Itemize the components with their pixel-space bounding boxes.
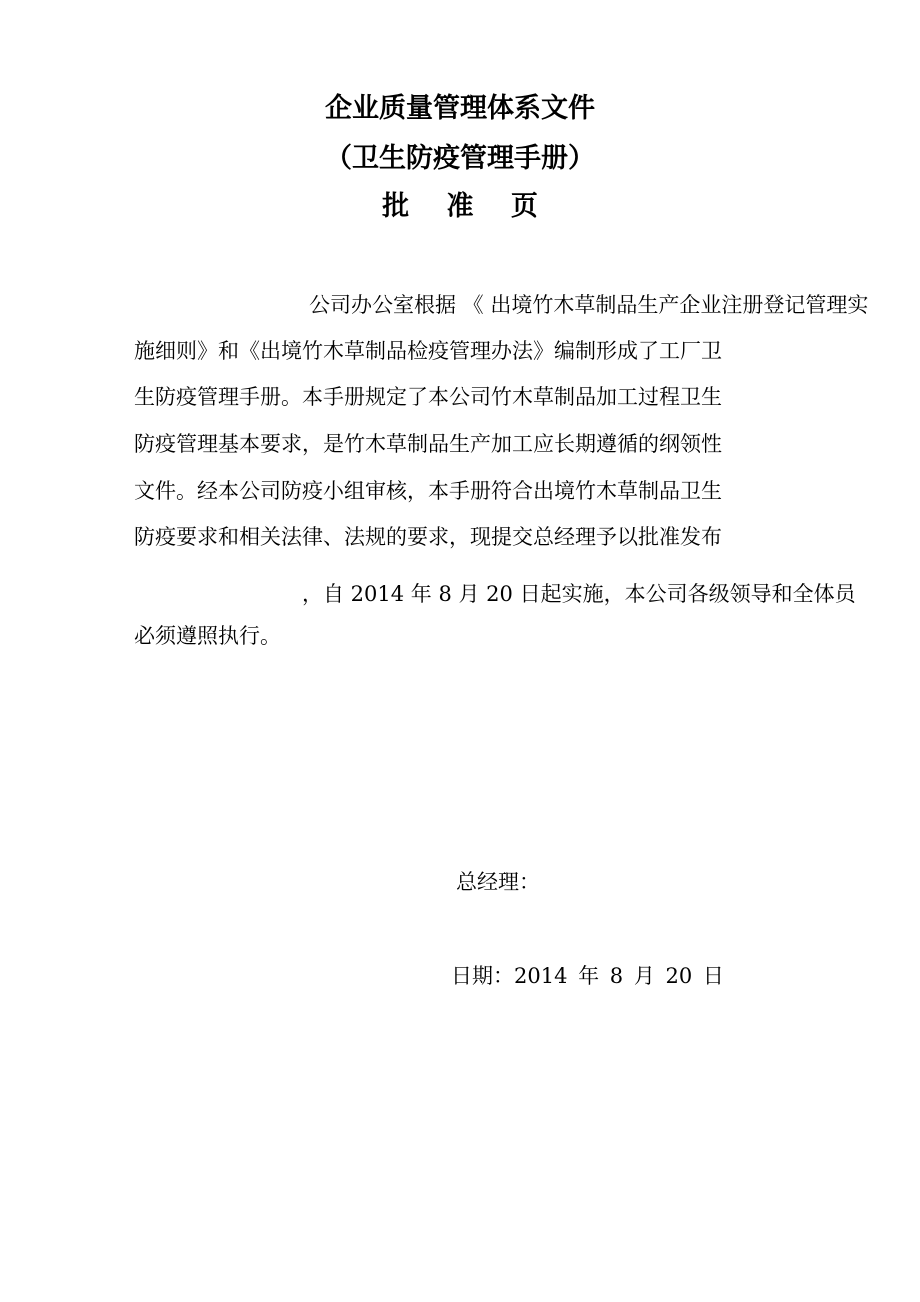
paragraph-line: 必须遵照执行。	[134, 624, 281, 648]
document-subtitle: （卫生防疫管理手册）	[325, 143, 595, 174]
paragraph-line: ，自 2014 年 8 月 20 日起实施，本公司各级领导和全体员	[302, 582, 856, 606]
paragraph-line: 生防疫管理手册。本手册规定了本公司竹木草制品加工过程卫生	[134, 385, 722, 409]
general-manager-signature-label: 总经理：	[456, 870, 540, 894]
paragraph-line: 文件。经本公司防疫小组审核，本手册符合出境竹木草制品卫生	[134, 479, 722, 503]
approval-page-heading: 批 准 页	[382, 191, 552, 222]
paragraph-line: 防疫要求和相关法律、法规的要求，现提交总经理予以批准发布	[134, 525, 722, 549]
paragraph-line: 防疫管理基本要求，是竹木草制品生产加工应长期遵循的纲领性	[134, 432, 722, 456]
document-title: 企业质量管理体系文件	[325, 93, 595, 124]
approval-date: 日期：2014 年 8 月 20 日	[451, 964, 724, 988]
paragraph-line: 施细则》和《出境竹木草制品检疫管理办法》编制形成了工厂卫	[134, 339, 722, 363]
paragraph-line: 公司办公室根据 《 出境竹木草制品生产企业注册登记管理实	[309, 293, 869, 317]
